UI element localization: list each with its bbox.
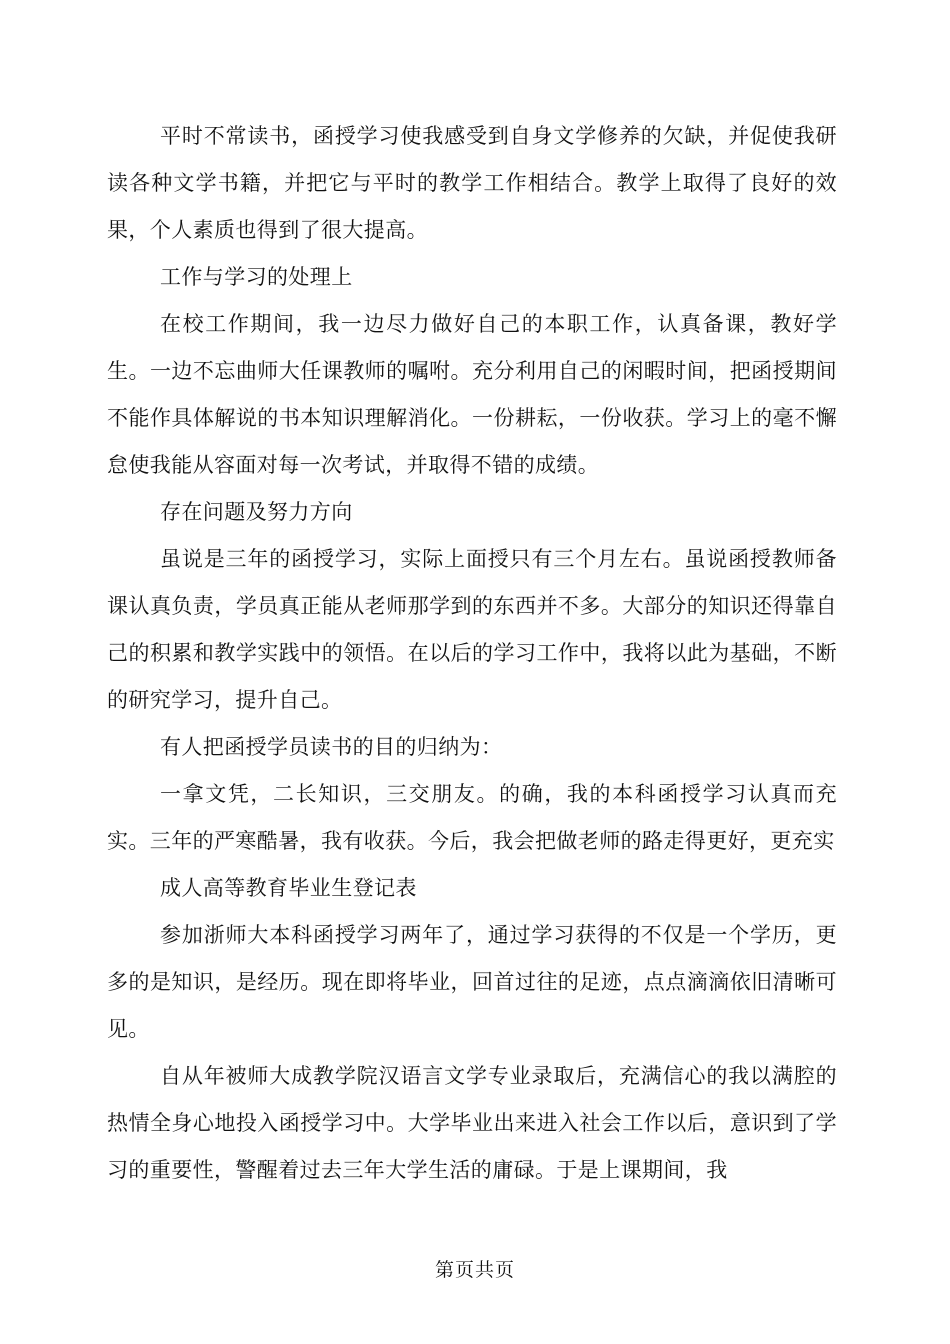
paragraph-admission: 自从年被师大成教学院汉语言文学专业录取后，充满信心的我以满腔的热情全身心地投入函授学习中。大学毕业出来进入社会工作以后，意识到了学习的重要性，警醒着过去三年大学生活的庸碌。于是上课期间，我	[107, 1064, 837, 1182]
page-footer: 第页共页	[434, 1259, 515, 1281]
paragraph-two-years-study: 参加浙师大本科函授学习两年了，通过学习获得的不仅是一个学历，更多的是知识，是经历。现在即将毕业，回首过往的足迹，点点滴滴依旧清晰可见。	[107, 923, 837, 1041]
heading-work-and-study: 工作与学习的处理上	[160, 265, 353, 289]
document-body	[107, 113, 837, 1194]
paragraph-reading-habits: 平时不常读书，函授学习使我感受到自身文学修养的欠缺，并促使我研读各种文学书籍，并把它与平时的教学工作相结合。教学上取得了良好的效果，个人素质也得到了很大提高。	[107, 124, 837, 242]
heading-graduate-registration-form: 成人高等教育毕业生登记表	[160, 876, 417, 900]
paragraph-study-purpose-intro: 有人把函授学员读书的目的归纳为：	[160, 735, 503, 759]
paragraph-study-purpose: 一拿文凭，二长知识，三交朋友。的确，我的本科函授学习认真而充实。三年的严寒酷暑，我有收获。今后，我会把做老师的路走得更好，更充实	[107, 782, 837, 853]
heading-problems-and-direction: 存在问题及努力方向	[160, 500, 353, 524]
paragraph-work-period: 在校工作期间，我一边尽力做好自己的本职工作，认真备课，教好学生。一边不忘曲师大任课教师的嘱咐。充分利用自己的闲暇时间，把函授期间不能作具体解说的书本知识理解消化。一份耕耘，一份收获。学习上的毫不懈怠使我能从容面对每一次考试，并取得不错的成绩。	[107, 312, 837, 477]
paragraph-correspondence-study: 虽说是三年的函授学习，实际上面授只有三个月左右。虽说函授教师备课认真负责，学员真正能从老师那学到的东西并不多。大部分的知识还得靠自己的积累和教学实践中的领悟。在以后的学习工作中，我将以此为基础，不断的研究学习，提升自己。	[107, 547, 837, 712]
